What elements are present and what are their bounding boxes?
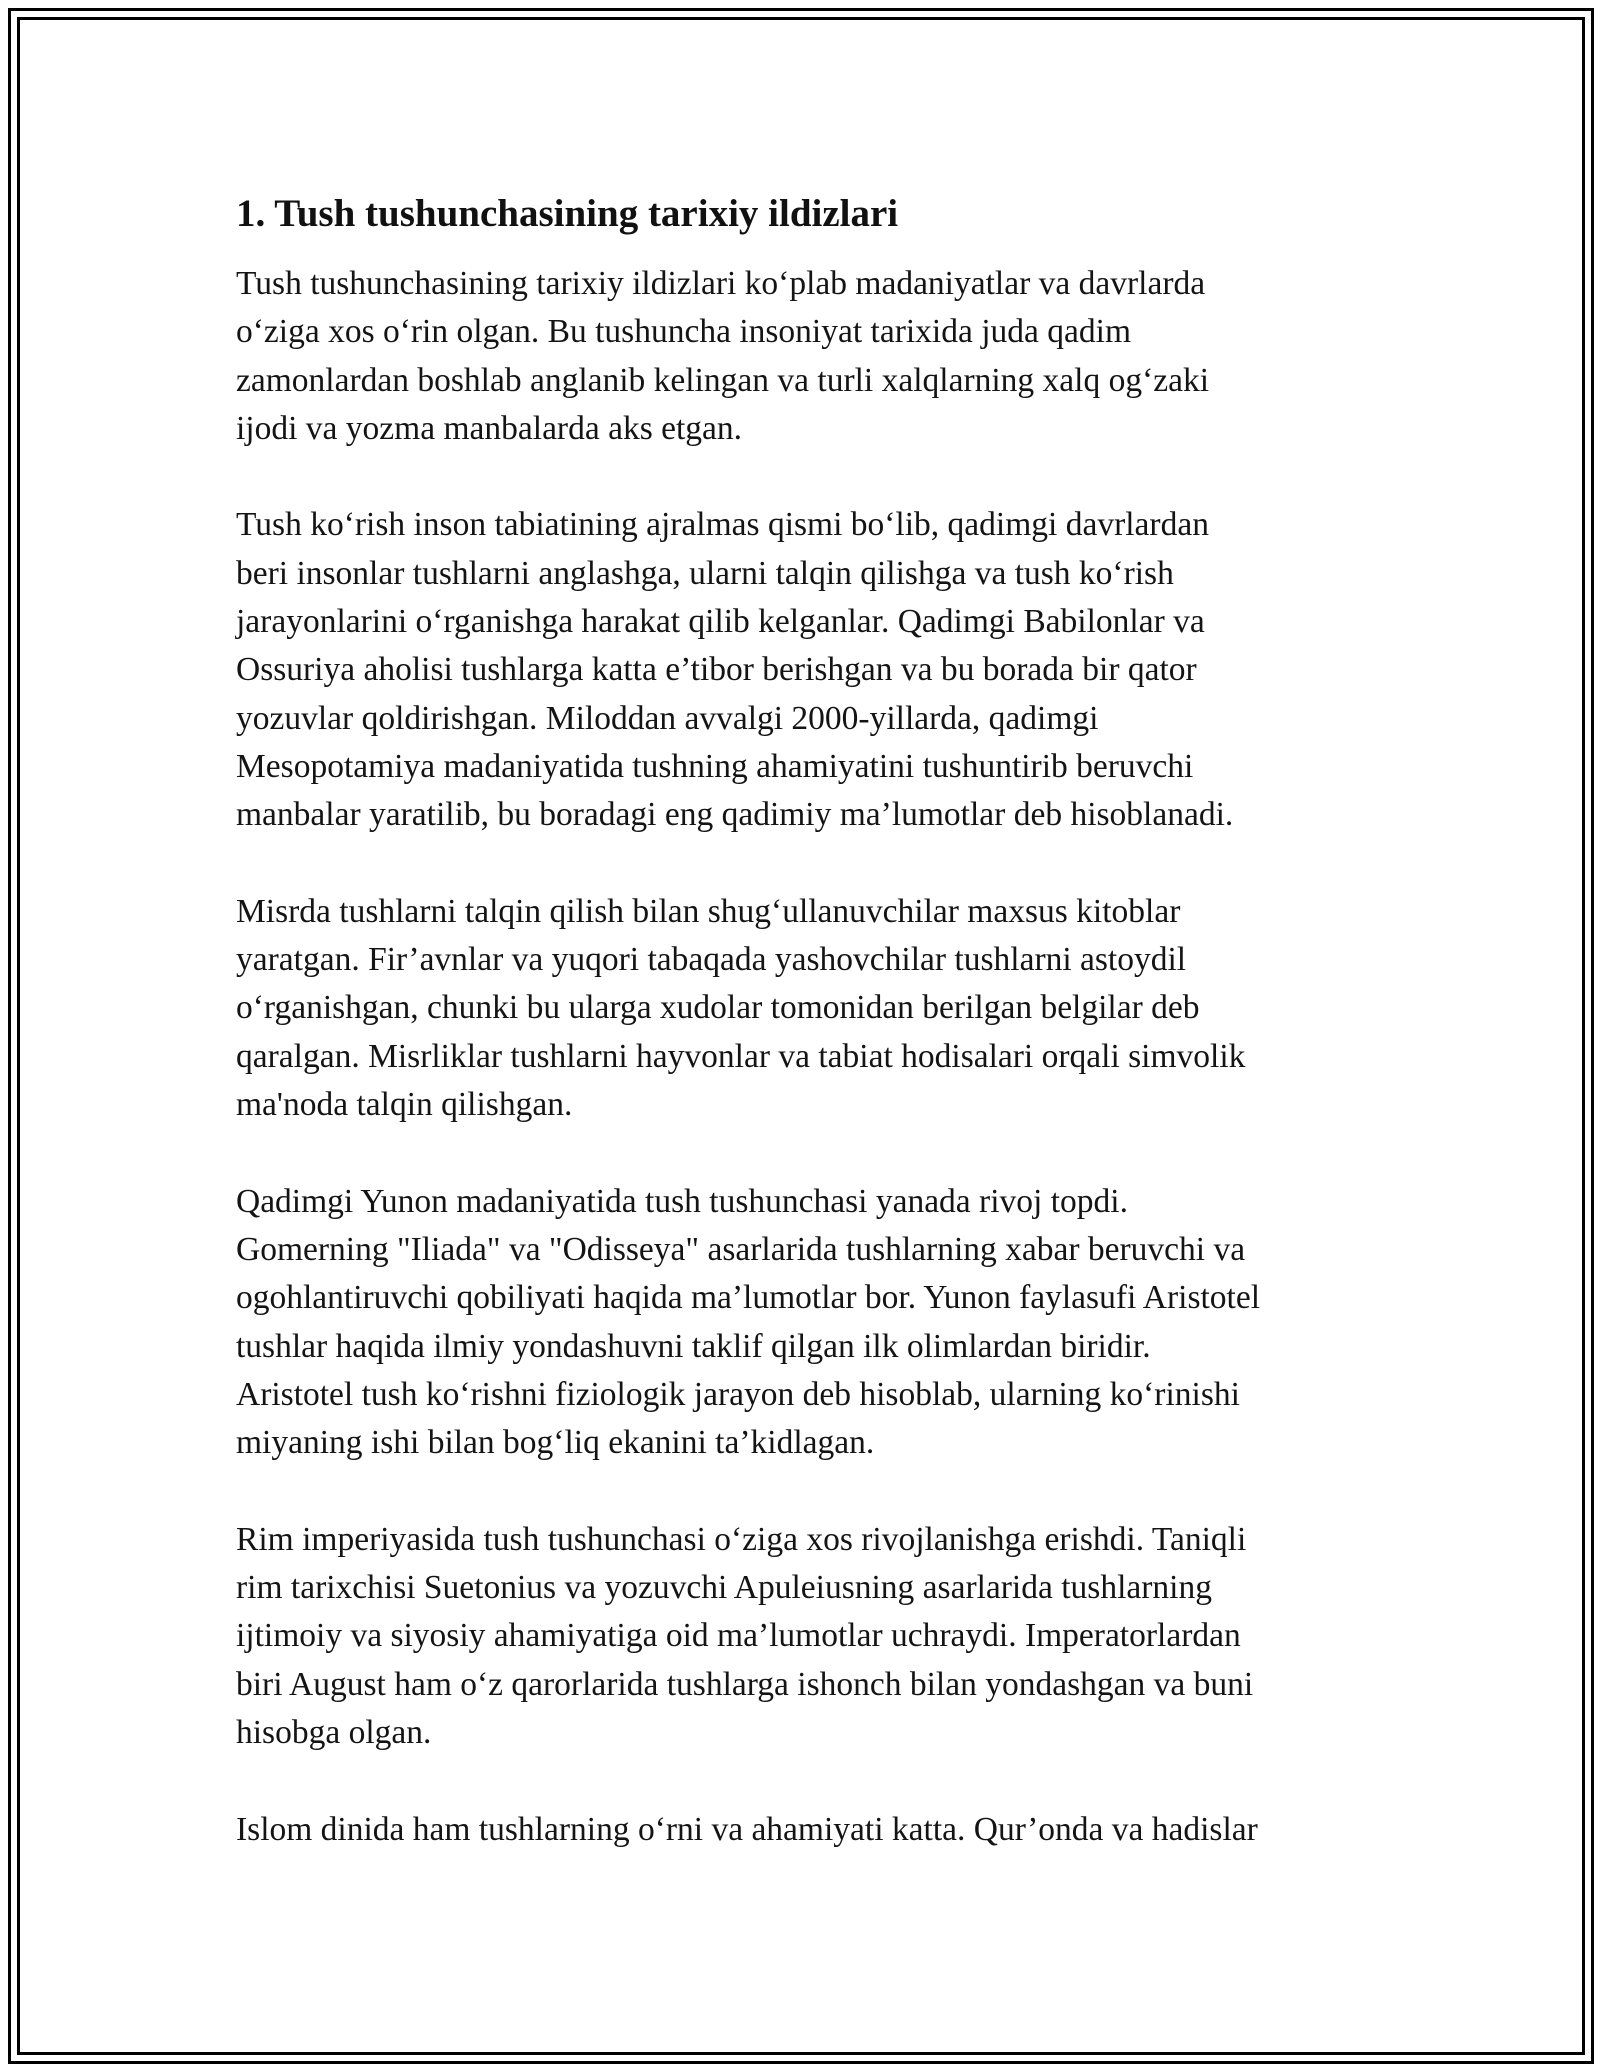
- text-line: beri insonlar tushlarni anglashga, ularni talqin qilishga va tush ko‘rish: [236, 554, 1174, 592]
- paragraph: [236, 1806, 1386, 1854]
- text-line: ijodi va yozma manbalarda aks etgan.: [236, 409, 743, 447]
- text-line: o‘ziga xos o‘rin olgan. Bu tushuncha insoniyat tarixida juda qadim: [236, 313, 1132, 351]
- text-line: manbalar yaratilib, bu boradagi eng qadimiy ma’lumotlar deb hisoblanadi.: [236, 796, 1234, 834]
- text-line: Qadimgi Yunon madaniyatida tush tushunchasi yanada rivoj topdi.: [236, 1182, 1128, 1220]
- text-line: ijtimoiy va siyosiy ahamiyatiga oid ma’lumotlar uchraydi. Imperatorlardan: [236, 1617, 1241, 1655]
- text-line: Tush tushunchasining tarixiy ildizlari ko‘plab madaniyatlar va davrlarda: [236, 265, 1206, 302]
- text-line: rim tarixchisi Suetonius va yozuvchi Apuleiusning asarlarida tushlarning: [236, 1569, 1212, 1607]
- text-line: Rim imperiyasida tush tushunchasi o‘ziga xos rivojlanishga erishdi. Taniqli: [236, 1520, 1247, 1558]
- text-line: Misrda tushlarni talqin qilish bilan shug‘ullanuvchilar maxsus kitoblar: [236, 892, 1181, 930]
- text-line: zamonlardan boshlab anglanib kelingan va turli xalqlarning xalq og‘zaki: [236, 361, 1210, 399]
- text-line: jarayonlarini o‘rganishga harakat qilib kelganlar. Qadimgi Babilonlar va: [236, 603, 1205, 641]
- paragraph: [236, 501, 1386, 839]
- text-line: Ossuriya aholisi tushlarga katta e’tibor berishgan va bu borada bir qator: [236, 651, 1197, 689]
- text-line: Aristotel tush ko‘rishni fiziologik jarayon deb hisoblab, ularning ko‘rinishi: [236, 1375, 1240, 1413]
- text-line: miyaning ishi bilan bog‘liq ekanini ta’kidlagan.: [236, 1424, 875, 1462]
- text-line: biri August ham o‘z qarorlarida tushlarga ishonch bilan yondashgan va buni: [236, 1665, 1254, 1703]
- paragraph: [236, 260, 1386, 453]
- text-line: ogohlantiruvchi qobiliyati haqida ma’lumotlar bor. Yunon faylasufi Aristotel: [236, 1279, 1261, 1317]
- text-line: yaratgan. Fir’avnlar va yuqori tabaqada yashovchilar tushlarni astoydil: [236, 941, 1187, 979]
- text-line: tushlar haqida ilmiy yondashuvni taklif qilgan ilk olimlardan biridir.: [236, 1327, 1151, 1365]
- paragraph: [236, 1178, 1386, 1468]
- text-line: Gomerning "Iliada" va "Odisseya" asarlarida tushlarning xabar beruvchi va: [236, 1230, 1246, 1268]
- document-body: [236, 186, 1386, 1902]
- text-line: o‘rganishgan, chunki bu ularga xudolar tomonidan berilgan belgilar deb: [236, 989, 1200, 1027]
- paragraph: [236, 888, 1386, 1129]
- text-line: Islom dinida ham tushlarning o‘rni va ahamiyati katta. Qur’onda va hadislar: [236, 1810, 1258, 1848]
- section-heading: 1. Tush tushunchasining tarixiy ildizlari: [236, 192, 899, 235]
- text-line: yozuvlar qoldirishgan. Miloddan avvalgi 2000-yillarda, qadimgi: [236, 699, 1099, 737]
- text-line: qaralgan. Misrliklar tushlarni hayvonlar va tabiat hodisalari orqali simvolik: [236, 1037, 1246, 1075]
- text-line: Mesopotamiya madaniyatida tushning ahamiyatini tushuntirib beruvchi: [236, 747, 1194, 785]
- text-line: hisobga olgan.: [236, 1713, 432, 1751]
- text-line: ma'noda talqin qilishgan.: [236, 1086, 573, 1124]
- paragraph: [236, 1516, 1386, 1757]
- text-line: Tush ko‘rish inson tabiatining ajralmas qismi bo‘lib, qadimgi davrlardan: [236, 506, 1209, 544]
